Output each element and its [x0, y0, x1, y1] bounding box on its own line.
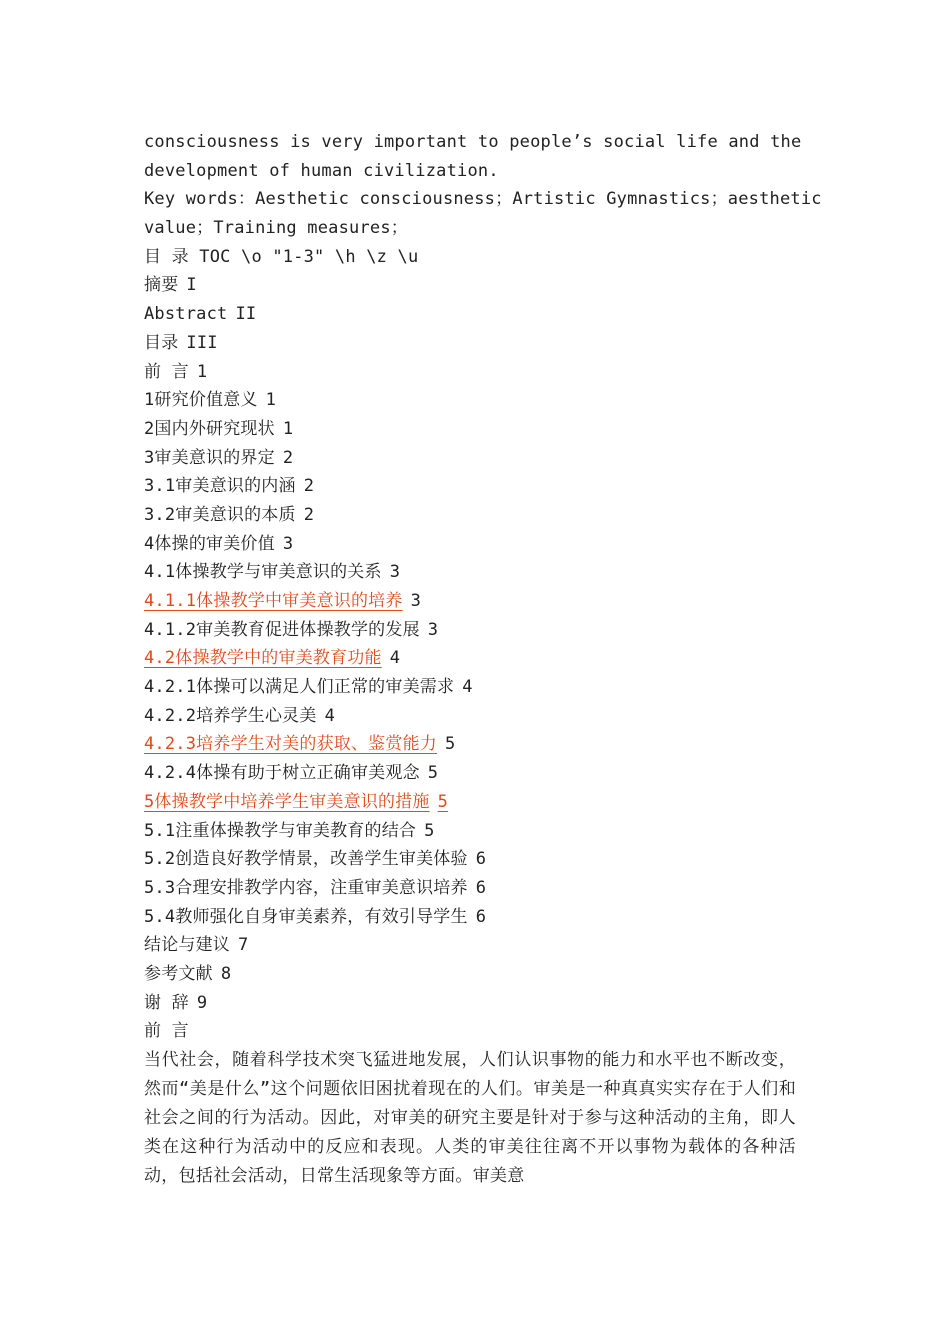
toc-page-number: 6	[475, 849, 487, 870]
toc-entry-title: 4.2.1体操可以满足人们正常的审美需求	[144, 677, 455, 698]
toc-entry	[144, 300, 810, 329]
toc-entry	[144, 530, 810, 559]
toc-link[interactable]: 4.1.1体操教学中审美意识的培养	[144, 591, 403, 611]
toc-page-number: 4	[324, 705, 336, 726]
abstract-tail	[144, 128, 822, 243]
toc-entry	[144, 673, 810, 702]
table-of-contents	[144, 271, 810, 1017]
toc-entry-title: 4.2.2培养学生心灵美	[144, 705, 317, 726]
toc-entry[interactable]	[144, 587, 810, 616]
toc-page-number: 6	[475, 906, 487, 927]
toc-entry-title: 4.1体操教学与审美意识的关系	[144, 562, 382, 583]
toc-entry	[144, 415, 810, 444]
toc-page-number: 1	[282, 418, 294, 439]
toc-entry-title: 3.2审美意识的本质	[144, 504, 296, 525]
toc-entry-title: 5.2创造良好教学情景，改善学生审美体验	[144, 849, 468, 870]
toc-page-number[interactable]: 5	[437, 791, 449, 812]
toc-entry	[144, 989, 810, 1018]
toc-entry-title: 2国内外研究现状	[144, 418, 275, 439]
toc-entry	[144, 558, 810, 587]
toc-entry	[144, 960, 810, 989]
toc-entry	[144, 616, 810, 645]
preface-body: 当代社会，随着科学技术突飞猛进地发展，人们认识事物的能力和水平也不断改变，然而“美是什么”这个问题依旧困扰着现在的人们。审美是一种真真实实存在于人们和社会之间的行为活动。因此，对审美的研究主要是针对于参与这种活动的主角，即人类在这种行为活动中的反应和表现。人类的审美往往离不开以事物为载体的各种活动，包括社会活动，日常生活现象等方面。审美意	[144, 1050, 796, 1186]
toc-entry-title: 3.1审美意识的内涵	[144, 476, 296, 497]
toc-entry	[144, 501, 810, 530]
toc-page-number: 2	[282, 447, 294, 468]
toc-page-number: 7	[238, 935, 249, 956]
toc-entry-title: 4.2.4体操有助于树立正确审美观念	[144, 763, 420, 784]
toc-link[interactable]: 4.2体操教学中的审美教育功能	[144, 648, 382, 669]
toc-page-number: 2	[303, 504, 315, 525]
toc-entry-title: 5.3合理安排教学内容，注重审美意识培养	[144, 877, 468, 898]
toc-entry-title: 目录	[144, 332, 179, 353]
toc-link[interactable]: 5体操教学中培养学生审美意识的措施	[144, 791, 430, 812]
toc-entry	[144, 329, 810, 358]
toc-entry-title: 3审美意识的界定	[144, 447, 275, 468]
toc-entry	[144, 845, 810, 874]
toc-entry-title: 4.1.2审美教育促进体操教学的发展	[144, 619, 420, 640]
toc-page-number: II	[235, 304, 257, 325]
toc-entry	[144, 874, 810, 903]
keywords-line: Key words：Aesthetic consciousness；Artistic Gymnastics；aesthetic	[144, 189, 822, 210]
toc-page-number: 5	[444, 734, 456, 755]
toc-entry-title: 摘要	[144, 275, 179, 296]
toc-entry	[144, 472, 810, 501]
toc-entry-title: 5.1注重体操教学与审美教育的结合	[144, 820, 417, 841]
toc-entry	[144, 386, 810, 415]
toc-page-number: 9	[196, 992, 208, 1013]
toc-entry	[144, 817, 810, 846]
toc-entry-title: 5.4教师强化自身审美素养，有效引导学生	[144, 906, 468, 927]
toc-entry	[144, 759, 810, 788]
toc-heading: 目 录 TOC \o "1-3" \h \z \u	[144, 246, 419, 267]
toc-entry	[144, 903, 810, 932]
toc-entry	[144, 358, 810, 387]
preface-heading: 前 言	[144, 1021, 189, 1042]
toc-entry-title: 结论与建议	[144, 935, 230, 956]
toc-entry	[144, 444, 810, 473]
toc-entry-title: Abstract	[144, 304, 228, 325]
toc-entry-title: 前 言	[144, 361, 189, 382]
toc-page-number: 6	[475, 877, 487, 898]
toc-page-number: 3	[389, 562, 401, 583]
toc-page-number: 3	[427, 619, 439, 640]
toc-entry-title: 1研究价值意义	[144, 390, 258, 411]
toc-page-number: 4	[462, 677, 473, 698]
toc-entry	[144, 931, 810, 960]
abstract-line: development of human civilization.	[144, 160, 499, 181]
toc-page-number: 2	[303, 476, 315, 497]
toc-entry-title: 参考文献	[144, 963, 213, 984]
toc-page-number: 5	[427, 763, 439, 784]
toc-entry[interactable]	[144, 730, 810, 759]
toc-entry-title: 谢 辞	[144, 992, 189, 1013]
toc-link[interactable]: 4.2.3培养学生对美的获取、鉴赏能力	[144, 734, 437, 755]
toc-page-number: I	[186, 275, 197, 296]
abstract-line: consciousness is very important to people’s social life and the	[144, 132, 802, 152]
keywords-line: value；Training measures；	[144, 218, 408, 239]
toc-page-number: 5	[424, 820, 435, 841]
toc-page-number: 3	[282, 533, 294, 554]
toc-entry-title: 4体操的审美价值	[144, 533, 275, 554]
toc-page-number: 3	[410, 591, 422, 611]
toc-entry[interactable]	[144, 644, 810, 673]
toc-page-number: 1	[265, 390, 277, 411]
toc-entry	[144, 271, 810, 300]
toc-page-number: III	[186, 332, 218, 353]
toc-page-number: 1	[196, 361, 208, 382]
toc-entry[interactable]	[144, 788, 810, 817]
toc-page-number: 4	[389, 648, 401, 669]
toc-page-number: 8	[220, 963, 232, 984]
toc-entry	[144, 702, 810, 731]
